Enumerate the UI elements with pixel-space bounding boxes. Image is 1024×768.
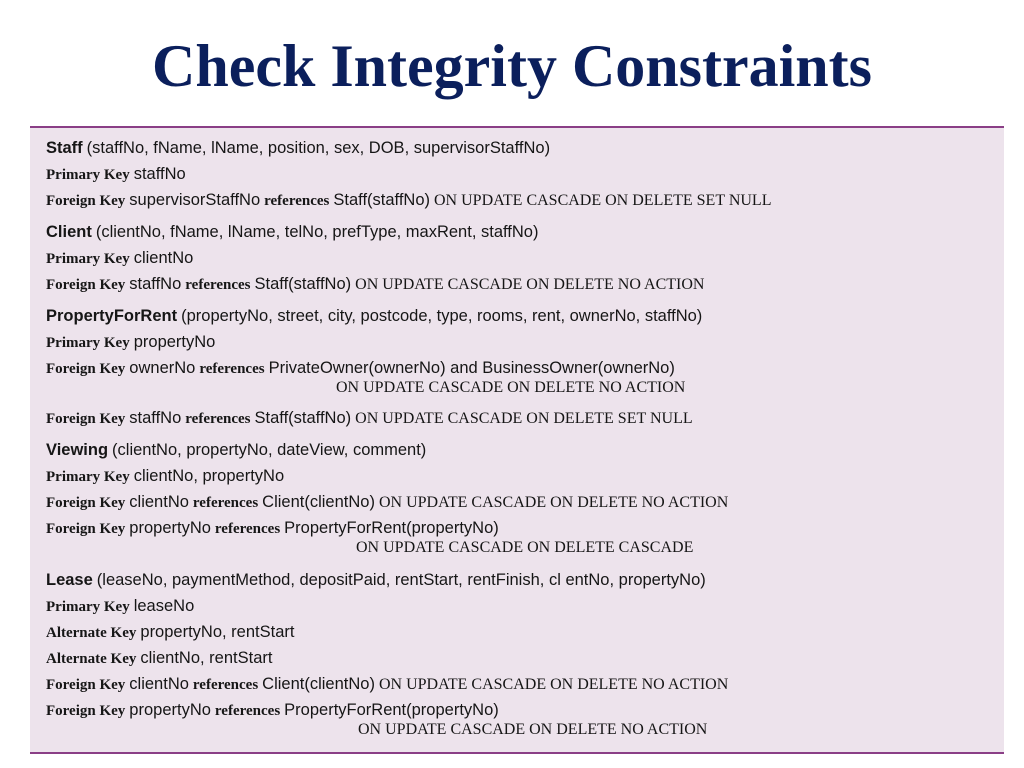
foreign-key-column: propertyNo	[129, 701, 211, 719]
alternate-key-value: propertyNo, rentStart	[140, 623, 295, 641]
primary-key-label: Primary Key	[46, 335, 130, 351]
foreign-key-label: Foreign Key	[46, 495, 126, 511]
foreign-key-target: PropertyForRent(propertyNo)	[284, 519, 499, 537]
lease-alternate-key-1	[46, 620, 294, 645]
lease-foreign-key-1	[46, 672, 728, 697]
references-label: references	[214, 703, 281, 719]
foreign-key-column: ownerNo	[129, 359, 196, 377]
alternate-key-value: clientNo, rentStart	[140, 649, 273, 667]
foreign-key-target: PrivateOwner(ownerNo) and BusinessOwner(ownerNo)	[268, 359, 675, 377]
foreign-key-target: Client(clientNo)	[262, 675, 375, 693]
references-label: references	[185, 277, 251, 293]
relation-name: Staff	[46, 139, 83, 157]
primary-key-label: Primary Key	[46, 251, 130, 267]
lease-alternate-key-2	[46, 646, 272, 671]
referential-action: ON UPDATE CASCADE ON DELETE SET NULL	[434, 192, 772, 209]
primary-key-label: Primary Key	[46, 599, 130, 615]
foreign-key-target: PropertyForRent(propertyNo)	[284, 701, 499, 719]
referential-action: ON UPDATE CASCADE ON DELETE NO ACTION	[355, 276, 705, 293]
foreign-key-label: Foreign Key	[46, 193, 126, 209]
staff-relation	[46, 136, 550, 161]
foreign-key-target: Staff(staffNo)	[254, 275, 352, 293]
property-foreign-key-2	[46, 406, 693, 431]
relation-name: PropertyForRent	[46, 307, 178, 325]
relation-attributes: (leaseNo, paymentMethod, depositPaid, rentStart, rentFinish, cl entNo, propertyNo)	[96, 571, 706, 589]
alternate-key-label: Alternate Key	[46, 625, 137, 641]
references-label: references	[192, 677, 259, 693]
foreign-key-column: propertyNo	[129, 519, 211, 537]
foreign-key-label: Foreign Key	[46, 361, 126, 377]
foreign-key-label: Foreign Key	[46, 703, 126, 719]
foreign-key-label: Foreign Key	[46, 521, 126, 537]
lease-foreign-key-2-action: ON UPDATE CASCADE ON DELETE NO ACTION	[358, 721, 708, 738]
primary-key-label: Primary Key	[46, 469, 130, 485]
foreign-key-column: supervisorStaffNo	[129, 191, 261, 209]
primary-key-value: staffNo	[133, 165, 186, 183]
relation-name: Client	[46, 223, 92, 241]
lease-primary-key	[46, 594, 194, 619]
relation-name: Viewing	[46, 441, 109, 459]
referential-action: ON UPDATE CASCADE ON DELETE SET NULL	[355, 410, 693, 427]
primary-key-label: Primary Key	[46, 167, 130, 183]
client-relation	[46, 220, 538, 245]
property-primary-key	[46, 330, 215, 355]
primary-key-value: leaseNo	[133, 597, 195, 615]
foreign-key-target: Client(clientNo)	[262, 493, 375, 511]
referential-action: ON UPDATE CASCADE ON DELETE NO ACTION	[378, 494, 729, 511]
relation-attributes: (clientNo, fName, lName, telNo, prefType, maxRent, staffNo)	[95, 223, 539, 241]
lease-relation	[46, 568, 706, 593]
property-relation	[46, 304, 702, 329]
foreign-key-label: Foreign Key	[46, 677, 126, 693]
viewing-primary-key	[46, 464, 284, 489]
foreign-key-column: clientNo	[129, 675, 189, 693]
primary-key-value: clientNo	[133, 249, 194, 267]
client-primary-key	[46, 246, 193, 271]
foreign-key-column: staffNo	[129, 275, 182, 293]
references-label: references	[192, 495, 259, 511]
client-foreign-key-1	[46, 272, 704, 297]
foreign-key-label: Foreign Key	[46, 277, 126, 293]
viewing-foreign-key-1	[46, 490, 728, 515]
viewing-foreign-key-2-action: ON UPDATE CASCADE ON DELETE CASCADE	[356, 539, 694, 556]
staff-primary-key	[46, 162, 186, 187]
references-label: references	[185, 411, 251, 427]
staff-foreign-key-1	[46, 188, 771, 213]
constraints-panel	[30, 126, 1004, 754]
relation-attributes: (propertyNo, street, city, postcode, type, rooms, rent, ownerNo, staffNo)	[181, 307, 703, 325]
references-label: references	[199, 361, 265, 377]
foreign-key-column: staffNo	[129, 409, 182, 427]
relation-name: Lease	[46, 571, 93, 589]
viewing-relation	[46, 438, 426, 463]
references-label: references	[214, 521, 281, 537]
referential-action: ON UPDATE CASCADE ON DELETE NO ACTION	[378, 676, 729, 693]
alternate-key-label: Alternate Key	[46, 651, 137, 667]
foreign-key-column: clientNo	[129, 493, 189, 511]
foreign-key-target: Staff(staffNo)	[333, 191, 430, 209]
primary-key-value: propertyNo	[133, 333, 216, 351]
primary-key-value: clientNo, propertyNo	[133, 467, 285, 485]
property-foreign-key-1-action: ON UPDATE CASCADE ON DELETE NO ACTION	[336, 379, 686, 396]
relation-attributes: (staffNo, fName, lName, position, sex, DOB, supervisorStaffNo)	[86, 139, 551, 157]
foreign-key-target: Staff(staffNo)	[254, 409, 352, 427]
references-label: references	[264, 193, 330, 209]
page-title: Check Integrity Constraints	[152, 33, 872, 99]
foreign-key-label: Foreign Key	[46, 411, 126, 427]
relation-attributes: (clientNo, propertyNo, dateView, comment)	[112, 441, 427, 459]
